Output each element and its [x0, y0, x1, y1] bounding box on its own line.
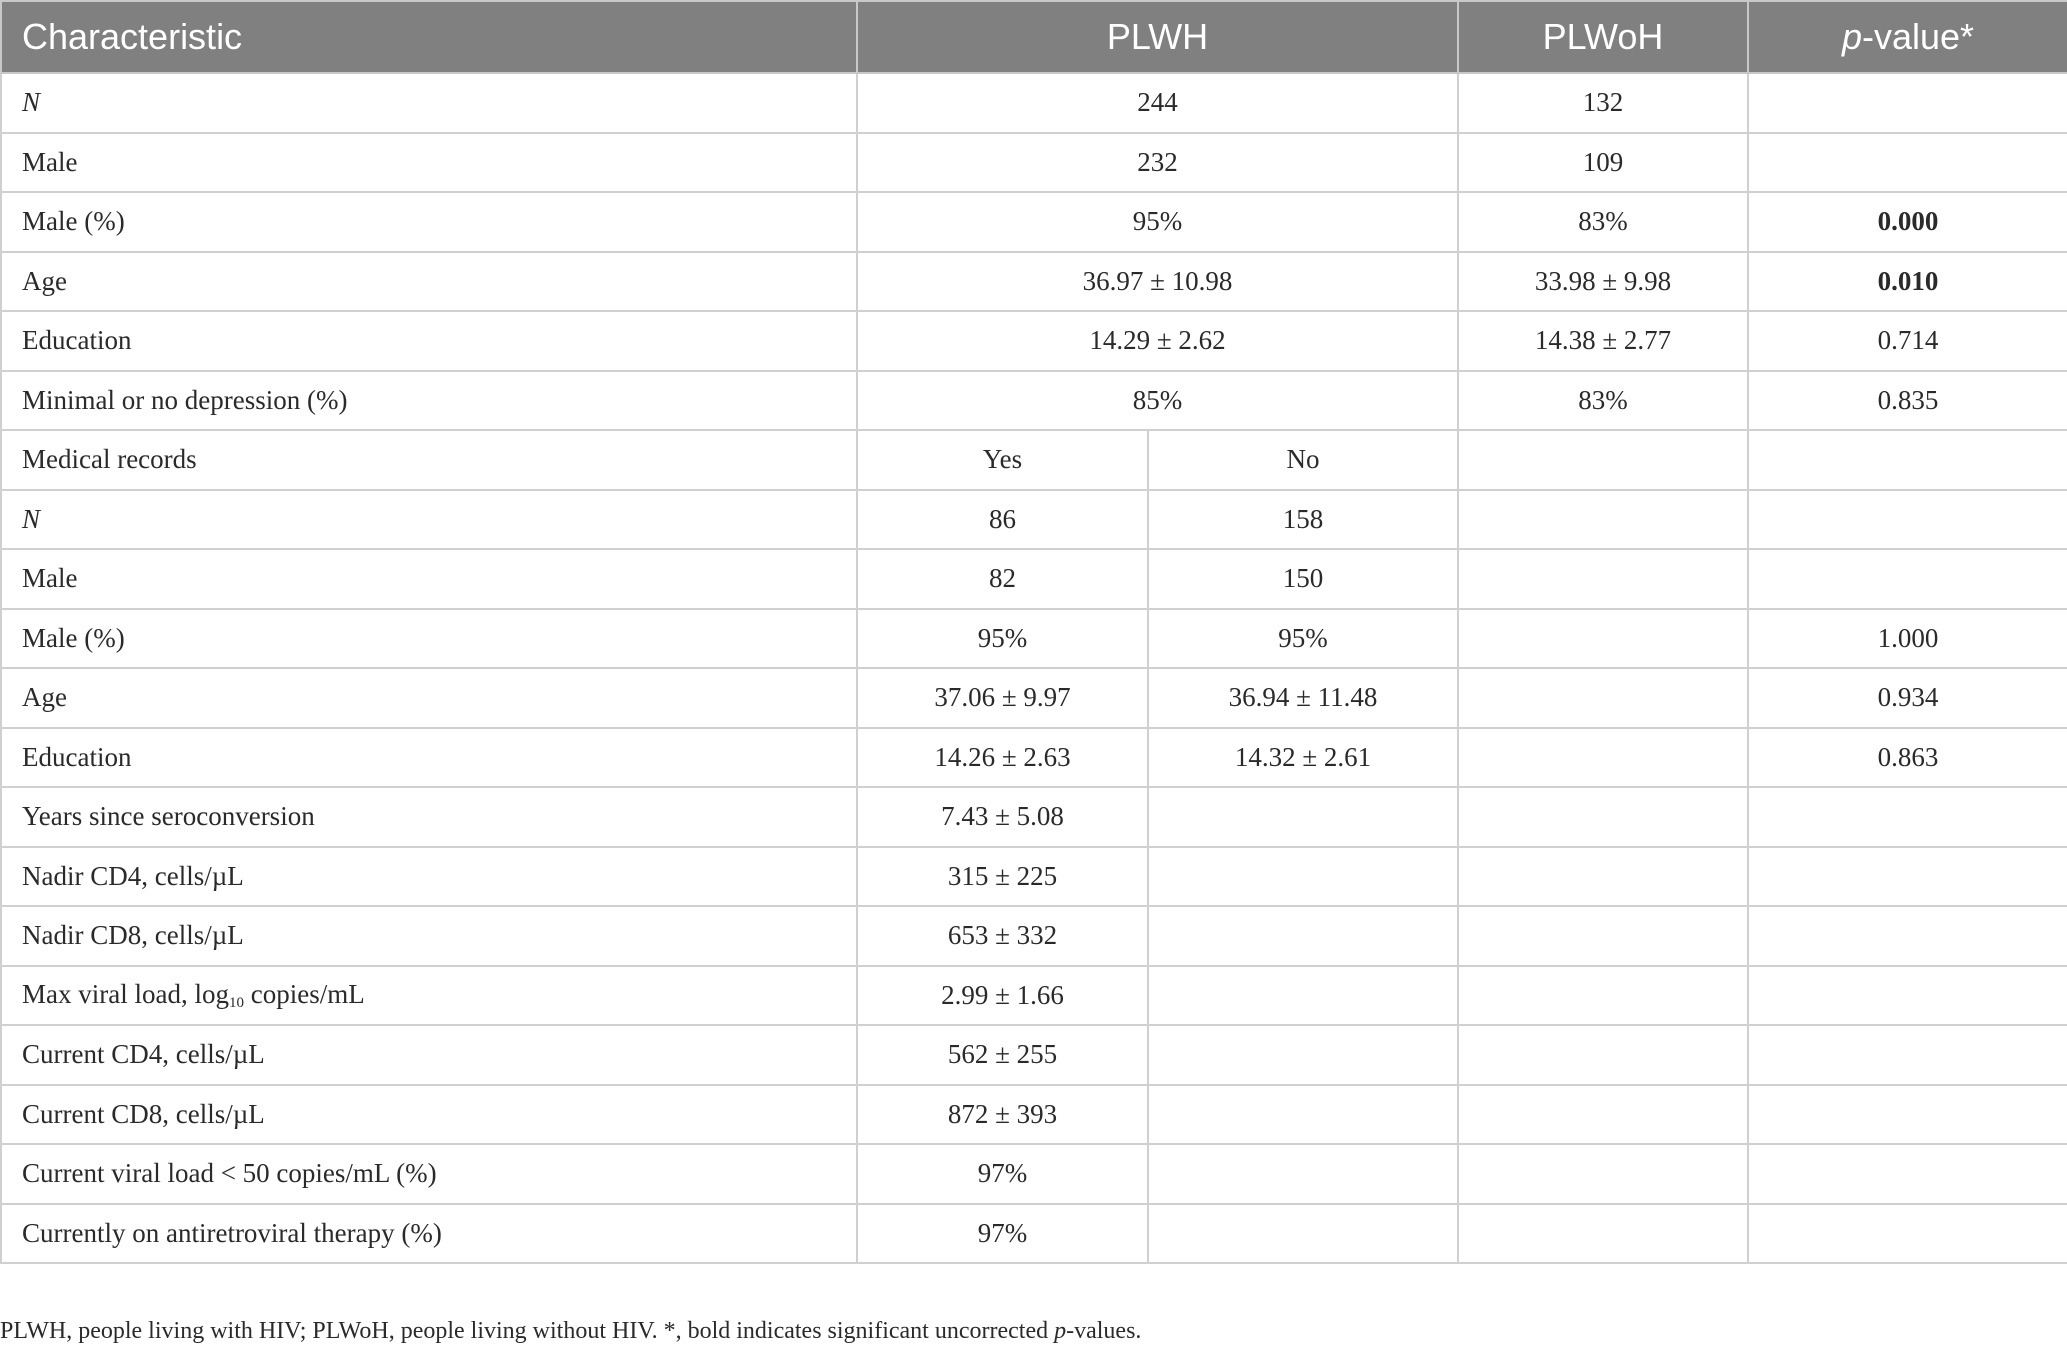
table-row: [1, 728, 2067, 788]
empty-cell: [1458, 1204, 1748, 1264]
row-label: Education: [1, 728, 857, 788]
yes-column-label: Yes: [857, 430, 1148, 490]
yes-value: 872 ± 393: [857, 1085, 1148, 1145]
table-row: [1, 311, 2067, 371]
table-row: [1, 609, 2067, 669]
row-label: Currently on antiretroviral therapy (%): [1, 1204, 857, 1264]
plwh-value: 85%: [857, 371, 1458, 431]
yes-value: 97%: [857, 1144, 1148, 1204]
p-value: 0.714: [1748, 311, 2067, 371]
table-row: [1, 1085, 2067, 1145]
row-label: Current CD8, cells/µL: [1, 1085, 857, 1145]
header-characteristic: Characteristic: [1, 1, 857, 73]
row-label: Male (%): [1, 192, 857, 252]
no-value: 36.94 ± 11.48: [1148, 668, 1458, 728]
table-footnote: [0, 1318, 1141, 1345]
plwoh-value: 33.98 ± 9.98: [1458, 252, 1748, 312]
empty-cell: [1148, 1144, 1458, 1204]
header-plwoh: PLWoH: [1458, 1, 1748, 73]
empty-cell: [1458, 728, 1748, 788]
empty-cell: [1748, 1144, 2067, 1204]
empty-cell: [1148, 1025, 1458, 1085]
medical-records-subheader: [1, 430, 2067, 490]
row-label: N: [1, 490, 857, 550]
row-label-post: copies/mL: [243, 978, 365, 1009]
yes-value: 653 ± 332: [857, 906, 1148, 966]
empty-cell: [1748, 1204, 2067, 1264]
footnote-post: -values.: [1066, 1318, 1142, 1344]
empty-cell: [1458, 430, 1748, 490]
empty-cell: [1148, 1085, 1458, 1145]
empty-cell: [1748, 847, 2067, 907]
row-label: Years since seroconversion: [1, 787, 857, 847]
table-row: [1, 133, 2067, 193]
row-label: Medical records: [1, 430, 857, 490]
yes-value: 562 ± 255: [857, 1025, 1148, 1085]
table-row: [1, 1025, 2067, 1085]
p-value: [1748, 133, 2067, 193]
row-label: Current viral load < 50 copies/mL (%): [1, 1144, 857, 1204]
yes-value: 95%: [857, 609, 1148, 669]
plwoh-value: 83%: [1458, 371, 1748, 431]
plwoh-value: 14.38 ± 2.77: [1458, 311, 1748, 371]
empty-cell: [1458, 787, 1748, 847]
p-value: 0.934: [1748, 668, 2067, 728]
row-label: Nadir CD4, cells/µL: [1, 847, 857, 907]
p-value: 0.835: [1748, 371, 2067, 431]
yes-value: 14.26 ± 2.63: [857, 728, 1148, 788]
row-label: Minimal or no depression (%): [1, 371, 857, 431]
table-row: [1, 847, 2067, 907]
no-value: 158: [1148, 490, 1458, 550]
table-row: [1, 252, 2067, 312]
table-row: [1, 73, 2067, 133]
row-label: Current CD4, cells/µL: [1, 1025, 857, 1085]
footnote-pre: PLWH, people living with HIV; PLWoH, people living without HIV. *, bold indicates significant uncorrected: [0, 1318, 1055, 1344]
empty-cell: [1748, 966, 2067, 1026]
no-value: 95%: [1148, 609, 1458, 669]
yes-value: 7.43 ± 5.08: [857, 787, 1148, 847]
header-pvalue: [1748, 1, 2067, 73]
table-row: [1, 906, 2067, 966]
header-pvalue-p: p: [1841, 16, 1862, 57]
empty-cell: [1458, 490, 1748, 550]
table-row: [1, 1144, 2067, 1204]
empty-cell: [1748, 787, 2067, 847]
table-row: [1, 966, 2067, 1026]
row-label: Age: [1, 252, 857, 312]
no-column-label: No: [1148, 430, 1458, 490]
header-plwh: PLWH: [857, 1, 1458, 73]
yes-value: 37.06 ± 9.97: [857, 668, 1148, 728]
empty-cell: [1458, 609, 1748, 669]
empty-cell: [1458, 668, 1748, 728]
yes-value: 82: [857, 549, 1148, 609]
p-value: [1748, 490, 2067, 550]
footnote-italic-p: p: [1054, 1318, 1067, 1344]
p-value-significant: 0.010: [1748, 252, 2067, 312]
no-value: 14.32 ± 2.61: [1148, 728, 1458, 788]
p-value: [1748, 73, 2067, 133]
empty-cell: [1748, 1025, 2067, 1085]
p-value-significant: 0.000: [1748, 192, 2067, 252]
empty-cell: [1458, 966, 1748, 1026]
empty-cell: [1148, 906, 1458, 966]
no-value: 150: [1148, 549, 1458, 609]
plwh-value: 36.97 ± 10.98: [857, 252, 1458, 312]
p-value: 1.000: [1748, 609, 2067, 669]
empty-cell: [1148, 847, 1458, 907]
table-header-row: [1, 1, 2067, 73]
row-label-subscript: 10: [228, 994, 244, 1011]
empty-cell: [1748, 1085, 2067, 1145]
plwoh-value: 83%: [1458, 192, 1748, 252]
plwh-value: 232: [857, 133, 1458, 193]
header-pvalue-rest: -value*: [1861, 16, 1975, 57]
empty-cell: [1748, 430, 2067, 490]
row-label: Nadir CD8, cells/µL: [1, 906, 857, 966]
p-value: 0.863: [1748, 728, 2067, 788]
plwoh-value: 109: [1458, 133, 1748, 193]
row-label: Male: [1, 549, 857, 609]
empty-cell: [1148, 1204, 1458, 1264]
table-row: [1, 1204, 2067, 1264]
table-row: [1, 549, 2067, 609]
plwoh-value: 132: [1458, 73, 1748, 133]
yes-value: 2.99 ± 1.66: [857, 966, 1148, 1026]
row-label: Male: [1, 133, 857, 193]
empty-cell: [1458, 906, 1748, 966]
table-row: [1, 787, 2067, 847]
empty-cell: [1458, 1025, 1748, 1085]
yes-value: 86: [857, 490, 1148, 550]
yes-value: 97%: [857, 1204, 1148, 1264]
empty-cell: [1458, 549, 1748, 609]
table-row: [1, 371, 2067, 431]
empty-cell: [1458, 1085, 1748, 1145]
row-label: [1, 966, 857, 1026]
row-label: Age: [1, 668, 857, 728]
yes-value: 315 ± 225: [857, 847, 1148, 907]
empty-cell: [1148, 787, 1458, 847]
row-label-pre: Max viral load, log: [22, 978, 229, 1009]
table-row: [1, 668, 2067, 728]
p-value: [1748, 549, 2067, 609]
table-row: [1, 490, 2067, 550]
empty-cell: [1458, 1144, 1748, 1204]
row-label: Male (%): [1, 609, 857, 669]
row-label: N: [1, 73, 857, 133]
empty-cell: [1748, 906, 2067, 966]
plwh-value: 95%: [857, 192, 1458, 252]
plwh-value: 14.29 ± 2.62: [857, 311, 1458, 371]
plwh-value: 244: [857, 73, 1458, 133]
empty-cell: [1148, 966, 1458, 1026]
empty-cell: [1458, 847, 1748, 907]
row-label: Education: [1, 311, 857, 371]
table-row: [1, 192, 2067, 252]
